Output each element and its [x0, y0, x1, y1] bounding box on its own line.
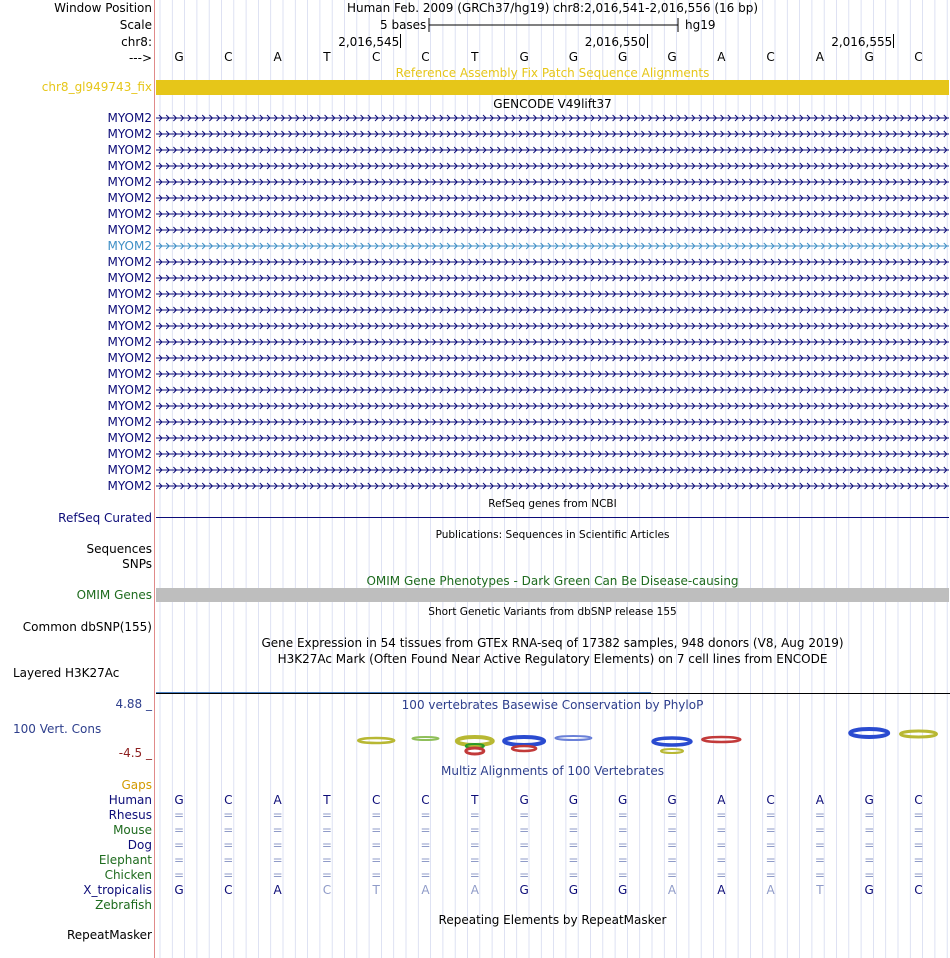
multiz-base: =: [174, 823, 185, 837]
multiz-base: =: [272, 868, 283, 882]
scale-db: hg19: [685, 18, 716, 32]
multiz-base: =: [667, 808, 678, 822]
multiz-base: G: [864, 793, 874, 807]
multiz-base: =: [272, 853, 283, 867]
gencode-row-label[interactable]: MYOM2: [107, 447, 152, 461]
ruler-base: G: [667, 50, 677, 64]
omim-label[interactable]: OMIM Genes: [76, 588, 152, 602]
multiz-base: A: [667, 883, 677, 897]
refseq-label[interactable]: RefSeq Curated: [58, 511, 152, 525]
multiz-base: =: [174, 853, 185, 867]
multiz-base: A: [273, 793, 282, 807]
multiz-base: =: [223, 868, 234, 882]
gencode-row-label[interactable]: MYOM2: [107, 111, 152, 125]
gencode-row-label[interactable]: MYOM2: [107, 351, 152, 365]
gencode-row-label[interactable]: MYOM2: [107, 415, 152, 429]
multiz-base: =: [568, 853, 579, 867]
multiz-base: =: [371, 853, 382, 867]
multiz-base: T: [323, 793, 331, 807]
multiz-base: C: [766, 793, 775, 807]
gencode-row-label[interactable]: MYOM2: [107, 159, 152, 173]
multiz-base: =: [223, 808, 234, 822]
scale-text: 5 bases: [380, 18, 427, 32]
multiz-base: =: [321, 823, 332, 837]
gencode-row-label[interactable]: MYOM2: [107, 383, 152, 397]
multiz-base: =: [667, 853, 678, 867]
multiz-base: =: [272, 838, 283, 852]
fix-patch-title: Reference Assembly Fix Patch Sequence Alignments: [395, 66, 710, 80]
h3k27ac-label[interactable]: Layered H3K27Ac: [13, 666, 120, 680]
multiz-base: =: [568, 823, 579, 837]
multiz-base: =: [716, 838, 727, 852]
multiz-base: =: [864, 868, 875, 882]
multiz-base: T: [816, 883, 824, 897]
multiz-species-label[interactable]: Elephant: [98, 853, 152, 867]
multiz-base: A: [815, 793, 824, 807]
phylop-logo-glyph: [504, 737, 544, 745]
multiz-base: T: [372, 883, 380, 897]
multiz-base: =: [469, 823, 480, 837]
gtex-title: Gene Expression in 54 tissues from GTEx RNA-seq of 17382 samples, 948 donors (V8, Aug 2019): [261, 636, 844, 650]
multiz-base: =: [617, 808, 628, 822]
gencode-row-label[interactable]: MYOM2: [107, 143, 152, 157]
gencode-row-label[interactable]: MYOM2: [107, 191, 152, 205]
ruler-base: T: [471, 50, 479, 64]
multiz-base: A: [717, 793, 726, 807]
multiz-base: =: [420, 838, 431, 852]
multiz-base: C: [421, 793, 430, 807]
multiz-base: =: [667, 868, 678, 882]
phylop-logo-glyph: [466, 748, 484, 754]
multiz-base: =: [765, 838, 776, 852]
multiz-base: =: [519, 838, 530, 852]
gencode-row-label[interactable]: MYOM2: [107, 319, 152, 333]
phylop-min: -4.5 _: [118, 746, 152, 760]
dbsnp-title: Short Genetic Variants from dbSNP release 155: [428, 606, 677, 618]
ruler-base: C: [766, 50, 775, 64]
gencode-row-label[interactable]: MYOM2: [107, 271, 152, 285]
multiz-base: =: [913, 808, 924, 822]
ruler-base: C: [224, 50, 233, 64]
multiz-base: G: [618, 883, 628, 897]
scale-label: Scale: [119, 18, 152, 32]
ruler-base: C: [421, 50, 430, 64]
repeatmasker-label[interactable]: RepeatMasker: [66, 928, 152, 942]
ruler-base: A: [815, 50, 824, 64]
publications-snps-label[interactable]: SNPs: [122, 557, 152, 571]
multiz-base: =: [371, 808, 382, 822]
gencode-row-label[interactable]: MYOM2: [107, 335, 152, 349]
multiz-base: A: [717, 883, 726, 897]
multiz-base: =: [864, 853, 875, 867]
multiz-base: =: [617, 853, 628, 867]
multiz-title: Multiz Alignments of 100 Vertebrates: [440, 764, 665, 778]
multiz-base: C: [224, 793, 233, 807]
multiz-base: =: [469, 853, 480, 867]
ruler-base: A: [717, 50, 726, 64]
multiz-base: G: [519, 883, 529, 897]
ruler-base: G: [618, 50, 628, 64]
gencode-row-label[interactable]: MYOM2: [107, 239, 152, 253]
chrom-label: chr8:: [121, 35, 152, 49]
multiz-base: A: [421, 883, 430, 897]
phylop-logo-glyph: [413, 737, 439, 740]
multiz-species-label[interactable]: X_tropicalis: [83, 883, 152, 897]
multiz-base: =: [469, 868, 480, 882]
multiz-base: =: [617, 823, 628, 837]
multiz-base: =: [716, 868, 727, 882]
multiz-species-label[interactable]: Rhesus: [108, 808, 152, 822]
phylop-logo-glyph: [661, 749, 683, 753]
multiz-base: G: [174, 793, 184, 807]
multiz-base: =: [913, 823, 924, 837]
multiz-base: G: [864, 883, 874, 897]
gencode-row-label[interactable]: MYOM2: [107, 223, 152, 237]
gencode-row-label[interactable]: MYOM2: [107, 255, 152, 269]
ruler-base: C: [371, 50, 381, 64]
multiz-base: =: [519, 808, 530, 822]
multiz-base: =: [272, 823, 283, 837]
ruler-base: T: [323, 50, 331, 64]
fix-patch-label[interactable]: chr8_gl949743_fix: [41, 80, 152, 94]
multiz-base: C: [914, 883, 923, 897]
multiz-base: =: [913, 868, 924, 882]
multiz-base: =: [617, 838, 628, 852]
multiz-base: =: [519, 853, 530, 867]
gencode-row-label[interactable]: MYOM2: [107, 431, 152, 445]
gencode-row-label[interactable]: MYOM2: [107, 127, 152, 141]
multiz-base: =: [814, 868, 825, 882]
multiz-base: =: [371, 868, 382, 882]
gencode-row-label[interactable]: MYOM2: [107, 287, 152, 301]
multiz-base: =: [371, 838, 382, 852]
multiz-base: =: [667, 823, 678, 837]
multiz-base: C: [914, 793, 923, 807]
gencode-row-label[interactable]: MYOM2: [107, 479, 152, 493]
multiz-base: =: [568, 868, 579, 882]
assembly-position-title: Human Feb. 2009 (GRCh37/hg19) chr8:2,016,541-2,016,556 (16 bp): [346, 1, 759, 15]
multiz-base: =: [223, 853, 234, 867]
ruler-base: G: [174, 50, 184, 64]
phylop-logo-glyph: [653, 738, 691, 745]
phylop-logo-glyph: [555, 736, 591, 740]
multiz-base: =: [420, 868, 431, 882]
window-position-label: Window Position: [54, 1, 152, 15]
multiz-base: =: [716, 853, 727, 867]
gencode-row-label[interactable]: MYOM2: [107, 463, 152, 477]
repeatmasker-title: Repeating Elements by RepeatMasker: [438, 913, 667, 927]
multiz-base: =: [272, 808, 283, 822]
multiz-base: =: [420, 808, 431, 822]
phylop-label[interactable]: 100 Vert. Cons: [13, 722, 102, 736]
omim-title: OMIM Gene Phenotypes - Dark Green Can Be Disease-causing: [366, 574, 739, 588]
publications-sequences-label[interactable]: Sequences: [86, 542, 152, 556]
ruler-base: G: [864, 50, 874, 64]
multiz-base: C: [322, 883, 332, 897]
multiz-base: T: [471, 793, 479, 807]
multiz-base: G: [667, 793, 677, 807]
multiz-base: A: [273, 883, 282, 897]
gencode-title: GENCODE V49lift37: [493, 97, 612, 111]
strand-label: --->: [128, 51, 152, 65]
multiz-base: =: [321, 853, 332, 867]
multiz-base: G: [519, 793, 529, 807]
multiz-base: =: [371, 823, 382, 837]
dbsnp-label[interactable]: Common dbSNP(155): [22, 620, 152, 634]
multiz-species-label[interactable]: Chicken: [104, 868, 152, 882]
multiz-base: =: [765, 868, 776, 882]
phylop-logo-glyph: [702, 737, 740, 742]
gencode-row-label[interactable]: MYOM2: [107, 399, 152, 413]
multiz-base: G: [618, 793, 628, 807]
gencode-row-label[interactable]: MYOM2: [107, 367, 152, 381]
multiz-base: =: [814, 823, 825, 837]
multiz-base: =: [765, 823, 776, 837]
multiz-species-label[interactable]: Zebrafish: [95, 898, 152, 912]
multiz-base: =: [321, 868, 332, 882]
multiz-base: =: [913, 853, 924, 867]
h3k27ac-title: H3K27Ac Mark (Often Found Near Active Regulatory Elements) on 7 cell lines from ENCODE: [277, 652, 828, 666]
multiz-species-label[interactable]: Dog: [127, 838, 152, 852]
phylop-logo-glyph: [901, 731, 937, 737]
multiz-base: =: [617, 868, 628, 882]
phylop-max: 4.88 _: [115, 697, 152, 711]
multiz-base: =: [420, 853, 431, 867]
multiz-base: A: [470, 883, 479, 897]
gencode-row-label[interactable]: MYOM2: [107, 207, 152, 221]
multiz-base: =: [667, 838, 678, 852]
multiz-base: G: [568, 883, 579, 897]
multiz-base: A: [766, 883, 775, 897]
multiz-base: C: [371, 793, 381, 807]
multiz-base: =: [174, 868, 185, 882]
ruler-tick-label: 2,016,550: [584, 35, 646, 49]
multiz-base: C: [224, 883, 233, 897]
multiz-base: =: [223, 838, 234, 852]
multiz-base: =: [864, 823, 875, 837]
multiz-base: =: [814, 838, 825, 852]
multiz-species-label[interactable]: Mouse: [113, 823, 152, 837]
gencode-row-label[interactable]: MYOM2: [107, 303, 152, 317]
multiz-species-label[interactable]: Human: [108, 793, 152, 807]
multiz-base: =: [716, 808, 727, 822]
multiz-base: =: [913, 838, 924, 852]
gencode-row-label[interactable]: MYOM2: [107, 175, 152, 189]
phylop-logo-glyph: [512, 746, 536, 751]
multiz-base: =: [864, 808, 875, 822]
multiz-base: =: [814, 808, 825, 822]
multiz-base: =: [568, 808, 579, 822]
multiz-base: =: [814, 853, 825, 867]
phylop-logo-glyph: [358, 738, 394, 743]
multiz-base: =: [864, 838, 875, 852]
ruler-base: G: [568, 50, 579, 64]
ruler-base: A: [273, 50, 282, 64]
multiz-base: =: [469, 838, 480, 852]
multiz-base: =: [716, 823, 727, 837]
multiz-base: =: [469, 808, 480, 822]
publications-title: Publications: Sequences in Scientific Articles: [435, 529, 670, 541]
multiz-base: G: [174, 883, 184, 897]
multiz-base: =: [765, 808, 776, 822]
multiz-base: =: [568, 838, 579, 852]
refseq-title: RefSeq genes from NCBI: [488, 498, 617, 510]
ruler-tick-label: 2,016,545: [338, 35, 400, 49]
multiz-base: =: [321, 838, 332, 852]
multiz-base: =: [321, 808, 332, 822]
ruler-base: G: [519, 50, 529, 64]
multiz-base: =: [223, 823, 234, 837]
multiz-base: =: [765, 853, 776, 867]
multiz-base: =: [174, 808, 185, 822]
ruler-tick-label: 2,016,555: [831, 35, 893, 49]
phylop-title: 100 vertebrates Basewise Conservation by PhyloP: [401, 698, 704, 712]
multiz-base: =: [420, 823, 431, 837]
phylop-logo-glyph: [850, 729, 888, 737]
multiz-base: =: [519, 868, 530, 882]
multiz-base: =: [519, 823, 530, 837]
multiz-base: =: [174, 838, 185, 852]
multiz-base: G: [568, 793, 579, 807]
multiz-gaps-label[interactable]: Gaps: [121, 778, 152, 792]
ruler-base: C: [914, 50, 923, 64]
